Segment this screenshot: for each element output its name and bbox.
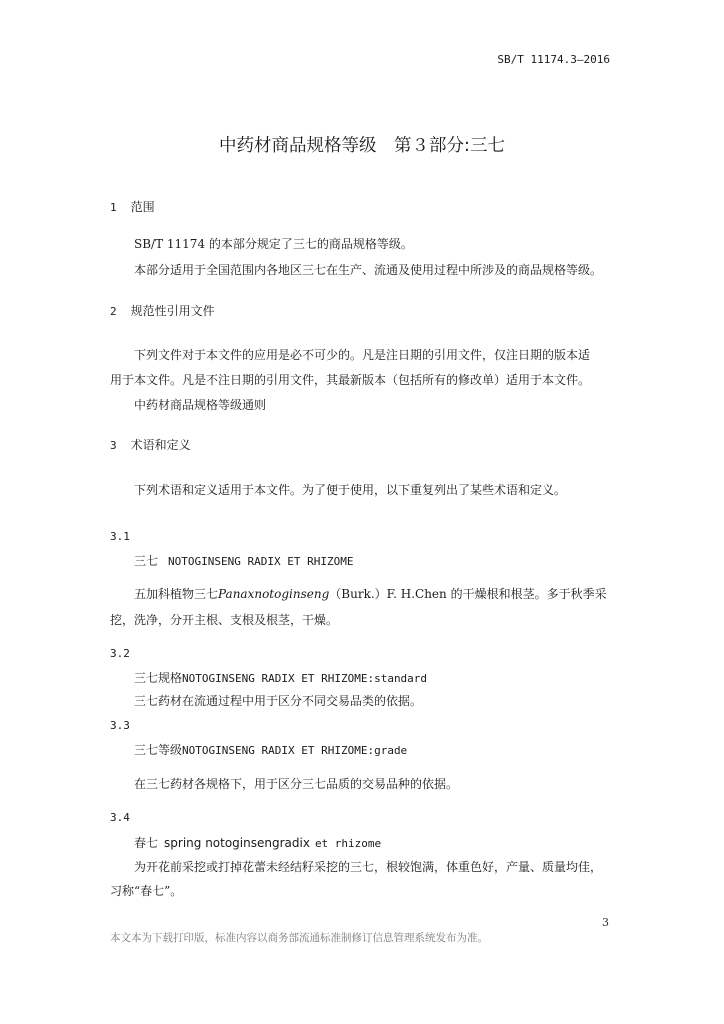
document-title: 中药材商品规格等级 第３部分:三七 xyxy=(219,136,505,156)
term-number: 3.3 xyxy=(110,719,130,732)
section-number: 2 xyxy=(110,305,117,318)
term-english: spring notoginsengradix xyxy=(164,836,310,850)
page-number: 3 xyxy=(602,916,609,929)
term-3-1-heading xyxy=(134,552,353,569)
section-title: 术语和定义 xyxy=(130,438,191,452)
section-1-heading xyxy=(110,198,155,215)
normative-reference: 中药材商品规格等级通则 xyxy=(134,398,267,412)
term-english: et rhizome xyxy=(314,837,382,850)
term-number: 3.1 xyxy=(110,530,130,543)
section-title: 范围 xyxy=(130,200,155,214)
latin-name: Panaxnotoginseng xyxy=(218,587,330,601)
definition-text: 五加科植物三七 xyxy=(134,587,219,601)
section-number: 3 xyxy=(110,439,117,452)
term-3-4-definition-line-2: 习称“春七”。 xyxy=(110,884,183,898)
standard-number: SB/T 11174.3—2016 xyxy=(497,53,610,66)
section-2-heading xyxy=(110,302,215,319)
term-number: 3.2 xyxy=(110,647,130,660)
definition-text: （Burk.）F. H.Chen 的干燥根和根茎。多于秋季采 xyxy=(329,587,607,601)
term-3-3-definition: 在三七药材各规格下，用于区分三七品质的交易品种的依据。 xyxy=(134,777,459,791)
footer-note: 本文本为下载打印版，标准内容以商务部流通标准制修订信息管理系统发布为准。 xyxy=(110,932,488,944)
section-1-paragraph-2: 本部分适用于全国范围内各地区三七在生产、流通及使用过程中所涉及的商品规格等级。 xyxy=(134,263,603,277)
term-3-4-definition-line-1: 为开花前采挖或打掉花蕾未经结籽采挖的三七，根较饱满，体重色好，产量、质量均佳， xyxy=(134,860,603,874)
term-english: NOTOGINSENG RADIX ET RHIZOME:standard xyxy=(182,672,428,685)
section-1-paragraph-1: SB/T 11174 的本部分规定了三七的商品规格等级。 xyxy=(134,237,413,251)
term-english: NOTOGINSENG RADIX ET RHIZOME xyxy=(168,555,354,568)
section-2-paragraph-line-1: 下列文件对于本文件的应用是必不可少的。凡是注日期的引用文件，仅注日期的版本适 xyxy=(134,348,591,362)
section-number: 1 xyxy=(110,201,117,214)
term-chinese: 三七规格 xyxy=(134,671,183,685)
term-chinese: 三七等级 xyxy=(134,743,183,757)
term-3-3-heading xyxy=(134,741,407,758)
term-chinese: 春七 xyxy=(134,836,159,850)
term-3-2-definition: 三七药材在流通过程中用于区分不同交易品类的依据。 xyxy=(134,694,423,708)
term-3-2-heading xyxy=(134,669,427,686)
term-english: NOTOGINSENG RADIX ET RHIZOME:grade xyxy=(182,744,408,757)
section-title: 规范性引用文件 xyxy=(130,304,215,318)
term-3-1-definition-line-2: 挖，洗净，分开主根、支根及根茎，干燥。 xyxy=(110,613,339,627)
term-3-1-definition-line-1 xyxy=(134,585,607,602)
term-chinese: 三七 xyxy=(134,554,159,568)
section-2-paragraph-line-2: 用于本文件。凡是不注日期的引用文件，其最新版本（包括所有的修改单）适用于本文件。 xyxy=(110,373,591,387)
term-3-4-heading xyxy=(134,834,381,851)
term-number: 3.4 xyxy=(110,811,130,824)
section-3-heading xyxy=(110,436,191,453)
section-3-paragraph: 下列术语和定义适用于本文件。为了便于使用，以下重复列出了某些术语和定义。 xyxy=(134,483,567,497)
